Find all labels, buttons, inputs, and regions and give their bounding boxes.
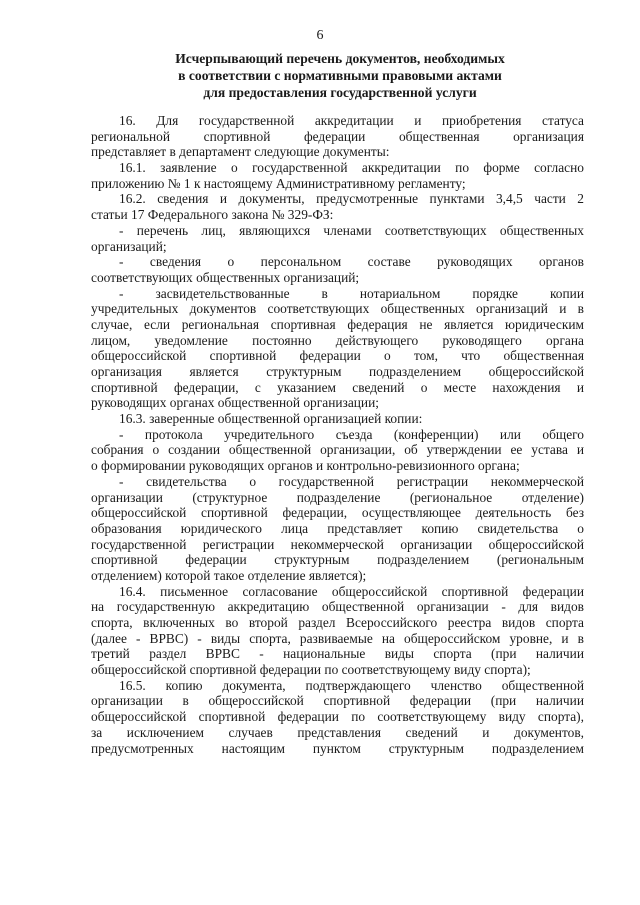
text-line: - перечень лиц, являющихся членами соответствующих общественных [119,222,584,238]
text-line: третий раздел ВРВС - национальные виды спорта (при наличии [91,646,584,662]
text-line: - сведения о персональном составе руководящих органов [119,254,584,270]
text-line: организация является структурным подразделением общероссийской [91,364,584,379]
text-line: руководящих органах общественной организации; [91,395,379,411]
text-line: общероссийской спортивной федерации о том, что общественная [91,348,584,364]
text-line: организации (структурное подразделение (региональное отделение) [91,489,584,505]
heading-line: Исчерпывающий перечень документов, необходимых [175,51,505,66]
heading-line: в соответствии с нормативными правовыми актами [178,68,502,83]
text-line: 16.3. заверенные общественной организацией копии: [119,411,423,427]
text-line: образования юридического лица представляет копию свидетельства о [91,520,584,536]
text-line: спортивной федерации структурным подразделением (региональным [91,552,584,568]
text-line: организации в общероссийской спортивной федерации (при наличии [91,693,584,709]
text-line: статьи 17 Федерального закона № 329-ФЗ: [91,207,334,223]
text-line: о формировании руководящих органов и контрольно-ревизионного органа; [91,458,520,474]
heading-line: для предоставления государственной услуги [203,85,477,100]
text-line: случае, если региональная спортивная федерация не является юридическим [91,316,584,332]
text-line: спортивной федерации, с указанием сведений о месте нахождения и [91,379,584,395]
text-line: за исключением случаев представления сведений и документов, [91,724,584,740]
text-line: - протокола учредительного съезда (конференции) или общего [119,426,584,442]
text-line: региональной спортивной федерации общественная организация [91,128,584,144]
text-line: предусмотренных настоящим пунктом структурным подразделением [91,740,584,756]
text-line: общероссийской спортивной федерации, осуществляющее деятельность без [91,505,584,521]
text-line: на государственную аккредитацию общественной организации - для видов [91,599,584,615]
text-line: отделением) которой такое отделение является); [91,567,367,583]
text-line: общероссийской спортивной федерации по соответствующему виду спорта), [91,709,584,725]
text-line: собрания о создании общественной организации, об утверждении ее устава и [91,442,584,458]
text-line: организаций; [91,238,167,254]
text-line: 16.4. письменное согласование общероссийской спортивной федерации [119,583,584,599]
text-line: соответствующих общественных организаций; [91,269,360,285]
text-line: спорта, включенных во второй раздел Всероссийского реестра видов спорта [91,615,584,630]
document-body [91,113,584,756]
text-line: 16.5. копию документа, подтверждающего членство общественной [119,677,584,693]
text-line: государственной регистрации некоммерческой организации общероссийской [91,536,584,552]
text-line: 16.1. заявление о государственной аккредитации по форме согласно [119,160,584,176]
text-line: представляет в департамент следующие документы: [91,144,390,160]
text-line: приложению № 1 к настоящему Административному регламенту; [91,175,466,191]
text-line: 16. Для государственной аккредитации и приобретения статуса [119,113,584,128]
text-line: - засвидетельствованные в нотариальном порядке копии [119,285,584,301]
page-number: 6 [316,28,324,43]
text-line: - свидетельства о государственной регистрации некоммерческой [119,473,584,489]
document-heading [90,50,590,101]
text-line: общероссийской спортивной федерации по соответствующему виду спорта); [91,662,531,678]
text-line: 16.2. сведения и документы, предусмотренные пунктами 3,4,5 части 2 [119,191,584,207]
text-line: (далее - ВРВС) - виды спорта, развиваемые на общероссийском уровне, и в [91,630,584,646]
text-line: учредительных документов соответствующих общественных организаций и в [91,301,584,317]
text-line: лицом, уведомление постоянно действующего руководящего органа [91,332,584,348]
